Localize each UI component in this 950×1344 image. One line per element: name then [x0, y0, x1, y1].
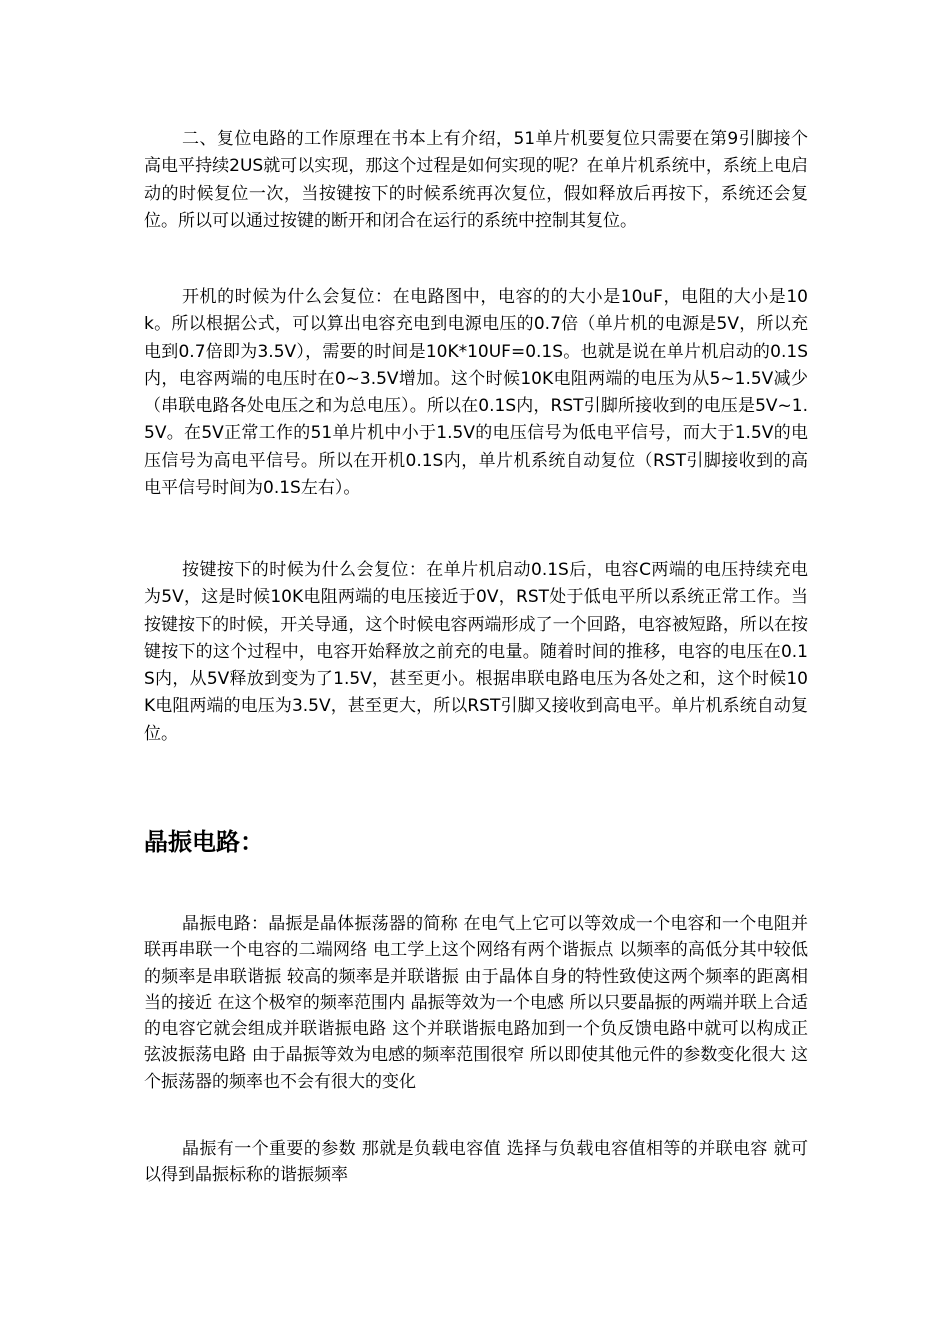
- crystal-section-heading: 晶振电路：: [144, 828, 264, 856]
- power-on-reset-paragraph: 开机的时候为什么会复位：在电路图中，电容的的大小是10uF，电阻的大小是10k。所以根据公式，可以算出电容充电到电源电压的0.7倍（单片机的电源是5V，所以充电到0.7倍即为3.5V），需要的时间是10K*10UF=0.1S。也就是说在单片机启动的0.1S内，电容两端的电压时在0~3.5V增加。这个时候10K电阻两端的电压为从5~1.5V减少（串联电路各处电压之和为总电压）。所以在0.1S内，RST引脚所接收到的电压是5V~1.5V。在5V正常工作的51单片机中小于1.5V的电压信号为低电平信号，而大于1.5V的电压信号为高电平信号。所以在开机0.1S内，单片机系统自动复位（RST引脚接收到的高电平信号时间为0.1S左右）。: [144, 287, 808, 499]
- button-reset-paragraph: 按键按下的时候为什么会复位：在单片机启动0.1S后，电容C两端的电压持续充电为5V，这是时候10K电阻两端的电压接近于0V，RST处于低电平所以系统正常工作。当按键按下的时候，开关导通，这个时候电容两端形成了一个回路，电容被短路，所以在按键按下的这个过程中，电容开始释放之前充的电量。随着时间的推移，电容的电压在0.1S内，从5V释放到变为了1.5V，甚至更小。根据串联电路电压为各处之和，这个时候10K电阻两端的电压为3.5V，甚至更大，所以RST引脚又接收到高电平。单片机系统自动复位。: [144, 560, 808, 744]
- crystal-description-paragraph: 晶振电路：晶振是晶体振荡器的简称 在电气上它可以等效成一个电容和一个电阻并联再串联一个电容的二端网络 电工学上这个网络有两个谐振点 以频率的高低分其中较低的频率是串联谐振 较高的频率是并联谐振 由于晶体自身的特性致使这两个频率的距离相当的接近 在这个极窄的频率范围内 晶振等效为一个电感 所以只要晶振的两端并联上合适的电容它就会组成并联谐振电路 这个并联谐振电路加到一个负反馈电路中就可以构成正弦波振荡电路 由于晶振等效为电感的频率范围很窄 所以即使其他元件的参数变化很大 这个振荡器的频率也不会有很大的变化: [144, 914, 808, 1092]
- reset-principle-paragraph: 二、复位电路的工作原理在书本上有介绍，51单片机要复位只需要在第9引脚接个高电平持续2US就可以实现，那这个过程是如何实现的呢？在单片机系统中，系统上电启动的时候复位一次，当按键按下的时候系统再次复位，假如释放后再按下，系统还会复位。所以可以通过按键的断开和闭合在运行的系统中控制其复位。: [144, 129, 808, 231]
- load-capacitance-paragraph: 晶振有一个重要的参数 那就是负载电容值 选择与负载电容值相等的并联电容 就可以得到晶振标称的谐振频率: [144, 1139, 808, 1186]
